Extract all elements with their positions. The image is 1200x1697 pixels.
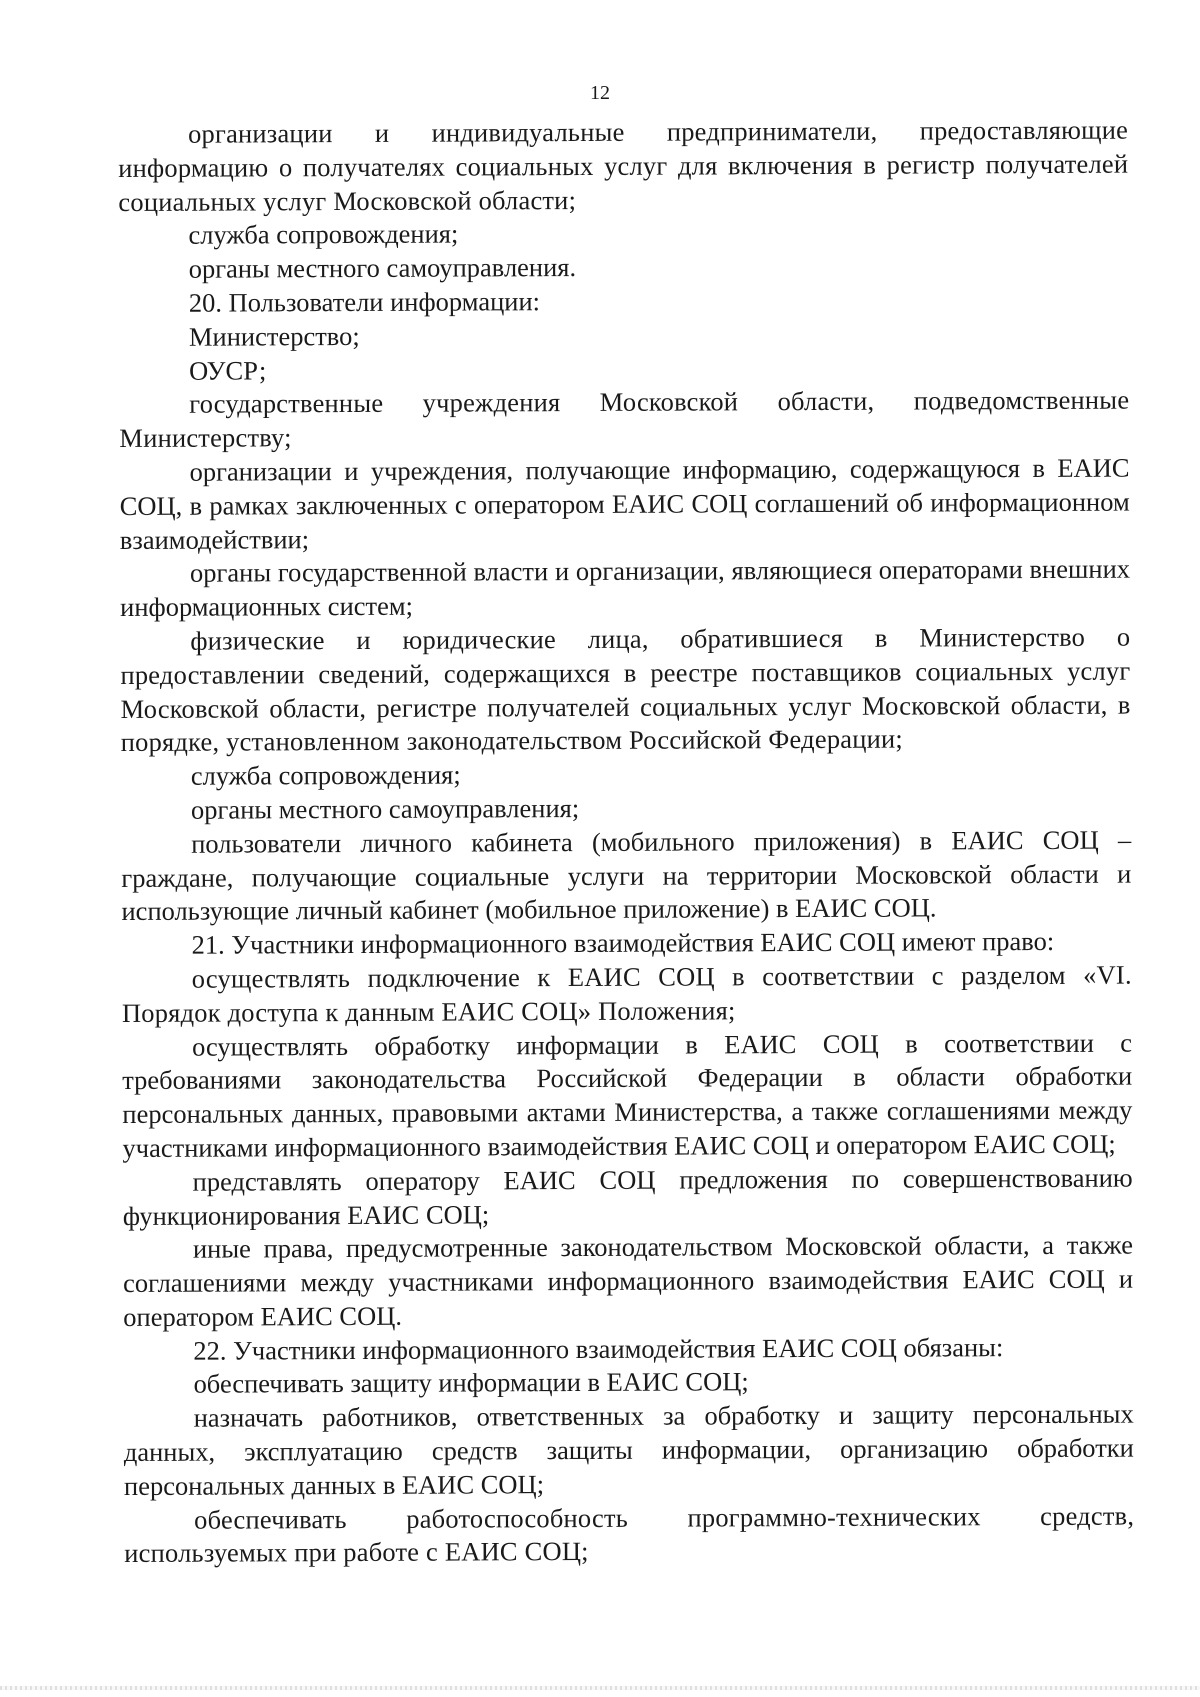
paragraph: физические и юридические лица, обратившиеся в Министерство о предоставлении сведений, содержащихся в реестре поставщиков социальных услуг Московской области, регистре получателей социальных услуг Московской области, в порядке, установленном законодательством Российской Федерации;	[120, 621, 1131, 758]
paragraph: осуществлять обработку информации в ЕАИС СОЦ в соответствии с требованиями законодательства Российской Федерации в области обработки персональных данных, правовыми актами Министерства, а также соглашениями между участниками информационного взаимодействия ЕАИС СОЦ и оператором ЕАИС СОЦ;	[122, 1027, 1133, 1163]
paragraph: иные права, предусмотренные законодательством Московской области, а также соглашениями между участниками информационного взаимодействия ЕАИС СОЦ и оператором ЕАИС СОЦ.	[123, 1229, 1134, 1332]
paragraph: Министерство;	[188, 320, 360, 352]
paragraph: организации и учреждения, получающие информацию, содержащуюся в ЕАИС СОЦ, в рамках заключенных с оператором ЕАИС СОЦ соглашений об информационном взаимодействии;	[119, 452, 1130, 555]
paragraph: назначать работников, ответственных за обработку и защиту персональных данных, эксплуатацию средств защиты информации, организацию обработки персональных данных в ЕАИС СОЦ;	[123, 1398, 1134, 1501]
scan-edge-artifact	[0, 1686, 1200, 1690]
page-number: 12	[590, 82, 610, 104]
paragraph: обеспечивать работоспособность программно-технических средств, используемых при работе с ЕАИС СОЦ;	[124, 1500, 1135, 1569]
paragraph: осуществлять подключение к ЕАИС СОЦ в соответствии с разделом «VI. Порядок доступа к данным ЕАИС СОЦ» Положения;	[121, 959, 1132, 1028]
paragraph: служба сопровождения;	[190, 759, 461, 791]
paragraph: ОУСР;	[189, 354, 267, 386]
paragraph: пользователи личного кабинета (мобильного приложения) в ЕАИС СОЦ – граждане, получающие социальные услуги на территории Московской области и использующие личный кабинет (мобильное приложение) в ЕАИС СОЦ.	[121, 824, 1132, 927]
paragraph: 21. Участники информационного взаимодействия ЕАИС СОЦ имеют право:	[191, 926, 1055, 960]
paragraph: представлять оператору ЕАИС СОЦ предложения по совершенствованию функционирования ЕАИС СОЦ;	[122, 1162, 1133, 1231]
paragraph: организации и индивидуальные предприниматели, предоставляющие информацию о получателях социальных услуг для включения в регистр получателей социальных услуг Московской области;	[118, 114, 1129, 217]
paragraph: органы местного самоуправления.	[188, 252, 577, 284]
paragraph: 22. Участники информационного взаимодействия ЕАИС СОЦ обязаны:	[193, 1331, 1004, 1366]
paragraph: обеспечивать защиту информации в ЕАИС СОЦ;	[193, 1366, 749, 1400]
paragraph: служба сопровождения;	[188, 218, 459, 251]
paragraph: государственные учреждения Московской области, подведомственные Министерству;	[119, 384, 1130, 454]
paragraph: органы государственной власти и организации, являющиеся операторами внешних информационных систем;	[120, 553, 1131, 623]
paragraph: органы местного самоуправления;	[190, 792, 580, 825]
document-body	[118, 114, 1134, 1572]
paragraph: 20. Пользователи информации:	[188, 286, 541, 318]
